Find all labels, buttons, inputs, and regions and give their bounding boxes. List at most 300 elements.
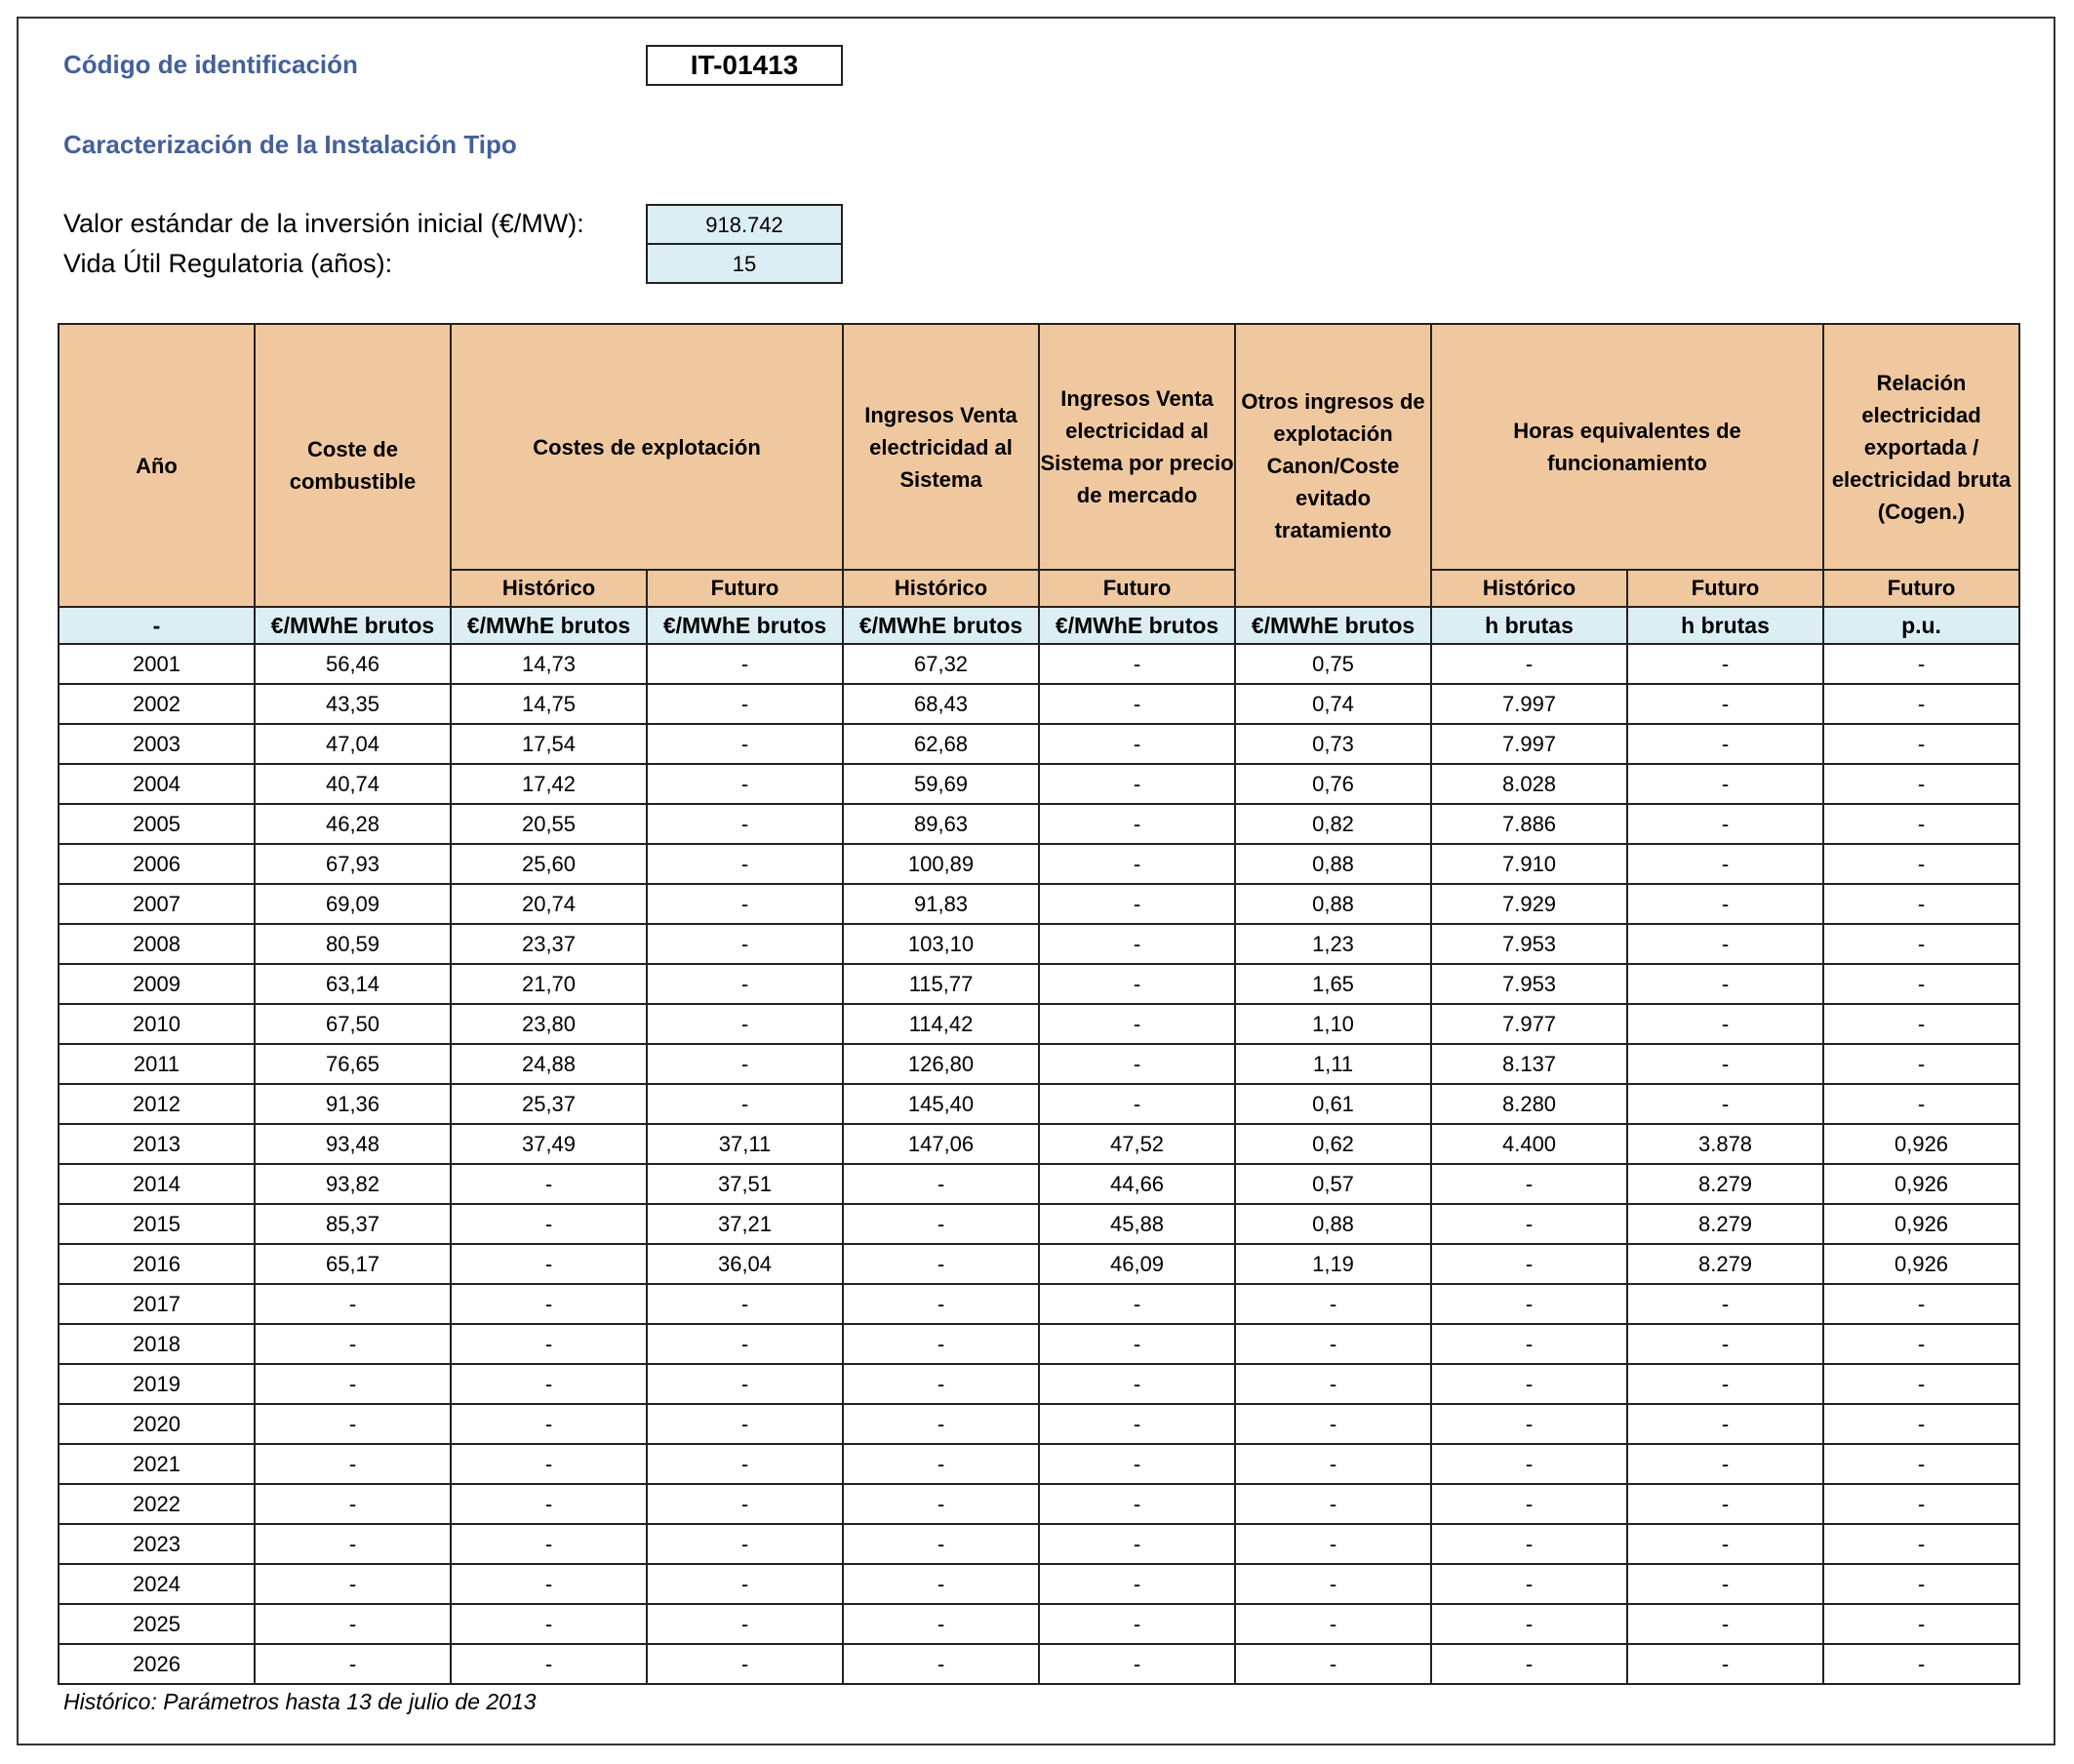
subheader-hours-futuro: Futuro: [1627, 570, 1823, 607]
table-cell: -: [1431, 1444, 1627, 1484]
table-cell: 25,60: [451, 844, 647, 884]
parameters-table: [58, 323, 2020, 1685]
table-cell: -: [1823, 724, 2019, 764]
table-cell: -: [843, 1404, 1039, 1444]
table-cell: -: [1235, 1444, 1431, 1484]
table-cell: 46,09: [1039, 1244, 1235, 1284]
table-body: [59, 607, 2019, 1684]
table-cell: -: [451, 1204, 647, 1244]
table-cell: -: [1431, 1284, 1627, 1324]
table-cell: 62,68: [843, 724, 1039, 764]
table-cell: 14,73: [451, 644, 647, 684]
table-cell: -: [1627, 1284, 1823, 1324]
table-cell: -: [843, 1284, 1039, 1324]
table-cell: 8.137: [1431, 1044, 1627, 1084]
table-cell: 20,74: [451, 884, 647, 924]
table-cell: -: [1823, 964, 2019, 1004]
table-row: [59, 1404, 2019, 1444]
table-cell: -: [1823, 1484, 2019, 1524]
table-row: [59, 684, 2019, 724]
table-cell: -: [1823, 1524, 2019, 1564]
table-cell: 89,63: [843, 804, 1039, 844]
table-cell: -: [843, 1444, 1039, 1484]
table-cell: 65,17: [255, 1244, 451, 1284]
table-cell: -: [451, 1244, 647, 1284]
table-cell: 0,926: [1823, 1244, 2019, 1284]
table-cell: 23,80: [451, 1004, 647, 1044]
table-cell: 114,42: [843, 1004, 1039, 1044]
table-cell: -: [1235, 1404, 1431, 1444]
table-cell: -: [647, 1284, 843, 1324]
table-row: [59, 924, 2019, 964]
table-cell: -: [1235, 1644, 1431, 1684]
table-cell: 93,82: [255, 1164, 451, 1204]
table-cell: -: [647, 884, 843, 924]
table-cell: -: [1627, 1444, 1823, 1484]
year-cell: 2003: [59, 724, 255, 764]
table-cell: -: [1235, 1324, 1431, 1364]
table-cell: -: [1823, 844, 2019, 884]
table-cell: 7.953: [1431, 964, 1627, 1004]
year-cell: 2025: [59, 1604, 255, 1644]
table-cell: -: [1823, 1084, 2019, 1124]
table-cell: 7.910: [1431, 844, 1627, 884]
table-cell: 1,23: [1235, 924, 1431, 964]
table-cell: -: [451, 1284, 647, 1324]
table-cell: 80,59: [255, 924, 451, 964]
table-cell: -: [647, 1444, 843, 1484]
id-value-box: IT-01413: [646, 45, 843, 86]
life-value-box: 15: [646, 243, 843, 284]
table-cell: -: [1627, 644, 1823, 684]
year-cell: 2023: [59, 1524, 255, 1564]
table-cell: 67,50: [255, 1004, 451, 1044]
table-cell: 126,80: [843, 1044, 1039, 1084]
table-cell: -: [1039, 1284, 1235, 1324]
year-cell: 2019: [59, 1364, 255, 1404]
header-sales-market: Ingresos Venta electricidad al Sistema por precio de mercado: [1039, 324, 1235, 570]
table-cell: 17,42: [451, 764, 647, 804]
table-cell: -: [1039, 924, 1235, 964]
table-cell: -: [843, 1484, 1039, 1524]
table-cell: -: [1823, 1444, 2019, 1484]
table-cell: -: [1039, 1524, 1235, 1564]
header-operating-costs: Costes de explotación: [451, 324, 843, 570]
table-cell: -: [255, 1364, 451, 1404]
subheader-opex-futuro: Futuro: [647, 570, 843, 607]
table-cell: -: [255, 1604, 451, 1644]
table-cell: -: [1235, 1604, 1431, 1644]
table-cell: -: [255, 1404, 451, 1444]
table-cell: -: [451, 1404, 647, 1444]
table-cell: -: [1627, 1564, 1823, 1604]
table-cell: -: [647, 1604, 843, 1644]
table-cell: -: [647, 1084, 843, 1124]
table-cell: -: [1431, 1244, 1627, 1284]
year-cell: 2001: [59, 644, 255, 684]
table-cell: -: [1431, 1324, 1627, 1364]
table-cell: 7.953: [1431, 924, 1627, 964]
table-cell: -: [647, 1644, 843, 1684]
year-cell: 2007: [59, 884, 255, 924]
table-cell: -: [1039, 644, 1235, 684]
table-cell: -: [1039, 964, 1235, 1004]
table-cell: -: [1039, 1364, 1235, 1404]
table-cell: -: [1039, 804, 1235, 844]
year-cell: 2009: [59, 964, 255, 1004]
table-cell: 0,76: [1235, 764, 1431, 804]
table-cell: -: [451, 1324, 647, 1364]
table-row: [59, 764, 2019, 804]
table-cell: -: [255, 1444, 451, 1484]
table-cell: 14,75: [451, 684, 647, 724]
year-cell: 2024: [59, 1564, 255, 1604]
table-row: [59, 1564, 2019, 1604]
table-cell: -: [1627, 684, 1823, 724]
table-row: [59, 1644, 2019, 1684]
table-cell: -: [451, 1364, 647, 1404]
table-cell: 46,28: [255, 804, 451, 844]
table-cell: -: [1627, 1404, 1823, 1444]
table-cell: -: [1627, 724, 1823, 764]
table-cell: 0,57: [1235, 1164, 1431, 1204]
table-row: [59, 1484, 2019, 1524]
table-cell: -: [1627, 964, 1823, 1004]
table-cell: -: [451, 1564, 647, 1604]
investment-value-box: 918.742: [646, 204, 843, 245]
table-cell: -: [1823, 764, 2019, 804]
table-cell: -: [1431, 1484, 1627, 1524]
table-cell: 37,51: [647, 1164, 843, 1204]
table-cell: -: [647, 1364, 843, 1404]
footnote: Histórico: Parámetros hasta 13 de julio de 2013: [63, 1689, 537, 1714]
table-cell: -: [1039, 764, 1235, 804]
year-cell: 2022: [59, 1484, 255, 1524]
table-cell: -: [451, 1524, 647, 1564]
investment-label: Valor estándar de la inversión inicial (€/MW):: [63, 209, 584, 238]
table-cell: 0,88: [1235, 844, 1431, 884]
table-cell: 1,10: [1235, 1004, 1431, 1044]
table-cell: -: [1235, 1524, 1431, 1564]
table-cell: 3.878: [1627, 1124, 1823, 1164]
subheader-hours-historico: Histórico: [1431, 570, 1627, 607]
table-cell: 85,37: [255, 1204, 451, 1244]
table-cell: -: [647, 1004, 843, 1044]
table-cell: -: [255, 1284, 451, 1324]
table-cell: 37,11: [647, 1124, 843, 1164]
table-cell: -: [1235, 1284, 1431, 1324]
year-cell: 2014: [59, 1164, 255, 1204]
table-row: [59, 1324, 2019, 1364]
table-cell: -: [1823, 1044, 2019, 1084]
year-cell: 2010: [59, 1004, 255, 1044]
table-cell: -: [1823, 1564, 2019, 1604]
table-cell: -: [1039, 684, 1235, 724]
table-row: [59, 1604, 2019, 1644]
table-cell: 115,77: [843, 964, 1039, 1004]
subheader-opex-historico: Histórico: [451, 570, 647, 607]
table-cell: -: [1823, 1004, 2019, 1044]
unit-cell: €/MWhE brutos: [647, 607, 843, 644]
table-cell: 45,88: [1039, 1204, 1235, 1244]
year-cell: 2002: [59, 684, 255, 724]
table-cell: -: [1823, 644, 2019, 684]
table-cell: -: [1431, 644, 1627, 684]
table-cell: -: [451, 1604, 647, 1644]
table-cell: -: [1627, 1364, 1823, 1404]
table-row: [59, 1004, 2019, 1044]
table-cell: -: [647, 1484, 843, 1524]
table-cell: -: [1823, 924, 2019, 964]
table-cell: -: [255, 1644, 451, 1684]
table-cell: -: [843, 1524, 1039, 1564]
table-cell: 1,19: [1235, 1244, 1431, 1284]
table-cell: -: [1431, 1564, 1627, 1604]
table-cell: 93,48: [255, 1124, 451, 1164]
table-row: [59, 844, 2019, 884]
subheader-sales-historico: Histórico: [843, 570, 1039, 607]
table-cell: 67,93: [255, 844, 451, 884]
year-cell: 2026: [59, 1644, 255, 1684]
table-cell: -: [843, 1364, 1039, 1404]
table-cell: 47,04: [255, 724, 451, 764]
table-cell: -: [1431, 1204, 1627, 1244]
table-row: [59, 1444, 2019, 1484]
table-cell: -: [1823, 684, 2019, 724]
table-cell: -: [1039, 844, 1235, 884]
table-cell: 76,65: [255, 1044, 451, 1084]
table-cell: -: [1235, 1484, 1431, 1524]
table-cell: -: [1039, 1084, 1235, 1124]
table-cell: -: [1039, 1444, 1235, 1484]
table-cell: -: [1823, 884, 2019, 924]
year-cell: 2013: [59, 1124, 255, 1164]
table-cell: 1,11: [1235, 1044, 1431, 1084]
table-cell: -: [843, 1244, 1039, 1284]
table-cell: -: [255, 1524, 451, 1564]
table-cell: 7.997: [1431, 724, 1627, 764]
table-cell: -: [1823, 804, 2019, 844]
table-cell: -: [647, 804, 843, 844]
table-row: [59, 1124, 2019, 1164]
table-cell: -: [843, 1324, 1039, 1364]
table-cell: -: [255, 1324, 451, 1364]
year-cell: 2011: [59, 1044, 255, 1084]
table-cell: -: [647, 844, 843, 884]
table-cell: 68,43: [843, 684, 1039, 724]
table-cell: -: [1627, 924, 1823, 964]
table-cell: -: [1039, 1604, 1235, 1644]
table-cell: -: [1627, 764, 1823, 804]
table-cell: -: [1431, 1364, 1627, 1404]
table-cell: -: [1039, 1484, 1235, 1524]
table-cell: -: [647, 924, 843, 964]
table-cell: -: [1627, 844, 1823, 884]
table-cell: -: [1823, 1324, 2019, 1364]
table-cell: 0,88: [1235, 884, 1431, 924]
table-cell: -: [647, 684, 843, 724]
table-cell: 56,46: [255, 644, 451, 684]
table-cell: -: [1039, 1044, 1235, 1084]
table-row: [59, 724, 2019, 764]
table-cell: -: [451, 1444, 647, 1484]
table-cell: 4.400: [1431, 1124, 1627, 1164]
table-row: [59, 1164, 2019, 1204]
table-cell: 147,06: [843, 1124, 1039, 1164]
table-cell: 7.977: [1431, 1004, 1627, 1044]
year-cell: 2012: [59, 1084, 255, 1124]
table-cell: 0,88: [1235, 1204, 1431, 1244]
table-cell: -: [1431, 1604, 1627, 1644]
table-cell: -: [647, 1524, 843, 1564]
table-cell: 1,65: [1235, 964, 1431, 1004]
table-cell: -: [1627, 1084, 1823, 1124]
table-row: [59, 1084, 2019, 1124]
year-cell: 2020: [59, 1404, 255, 1444]
table-row: [59, 1044, 2019, 1084]
table-row: [59, 1364, 2019, 1404]
table-cell: 8.279: [1627, 1204, 1823, 1244]
table-cell: -: [1039, 1004, 1235, 1044]
unit-cell: €/MWhE brutos: [1235, 607, 1431, 644]
table-cell: -: [1627, 884, 1823, 924]
id-label: Código de identificación: [63, 50, 358, 79]
table-cell: -: [647, 724, 843, 764]
table-cell: 59,69: [843, 764, 1039, 804]
table-cell: 91,36: [255, 1084, 451, 1124]
table-cell: 7.997: [1431, 684, 1627, 724]
unit-cell: €/MWhE brutos: [843, 607, 1039, 644]
table-cell: -: [1823, 1644, 2019, 1684]
table-cell: 91,83: [843, 884, 1039, 924]
table-cell: 0,926: [1823, 1204, 2019, 1244]
table-cell: 8.028: [1431, 764, 1627, 804]
unit-cell: €/MWhE brutos: [1039, 607, 1235, 644]
table-cell: -: [1823, 1604, 2019, 1644]
unit-cell: p.u.: [1823, 607, 2019, 644]
header-other-income: Otros ingresos de explotación Canon/Coste evitado tratamiento: [1235, 324, 1431, 607]
table-cell: -: [451, 1484, 647, 1524]
table-cell: -: [1039, 1644, 1235, 1684]
table-cell: -: [1627, 1524, 1823, 1564]
header-fuel-cost: Coste de combustible: [255, 324, 451, 607]
table-cell: 0,62: [1235, 1124, 1431, 1164]
table-cell: 7.886: [1431, 804, 1627, 844]
table-cell: 47,52: [1039, 1124, 1235, 1164]
subheader-ratio-futuro: Futuro: [1823, 570, 2019, 607]
table-row: [59, 644, 2019, 684]
table-cell: 24,88: [451, 1044, 647, 1084]
year-cell: 2017: [59, 1284, 255, 1324]
table-cell: 8.279: [1627, 1244, 1823, 1284]
unit-cell: h brutas: [1627, 607, 1823, 644]
table-cell: 0,74: [1235, 684, 1431, 724]
table-cell: -: [1823, 1284, 2019, 1324]
table-cell: -: [1431, 1164, 1627, 1204]
table-cell: 63,14: [255, 964, 451, 1004]
table-cell: 25,37: [451, 1084, 647, 1124]
table-row: [59, 964, 2019, 1004]
table-cell: -: [1823, 1364, 2019, 1404]
year-cell: 2016: [59, 1244, 255, 1284]
table-cell: 17,54: [451, 724, 647, 764]
table-cell: -: [843, 1564, 1039, 1604]
table-cell: -: [647, 964, 843, 1004]
table-cell: 69,09: [255, 884, 451, 924]
table-cell: -: [1627, 1604, 1823, 1644]
table-cell: -: [451, 1644, 647, 1684]
table-cell: -: [1627, 1044, 1823, 1084]
table-row: [59, 884, 2019, 924]
table-row: [59, 804, 2019, 844]
table-cell: 21,70: [451, 964, 647, 1004]
table-cell: -: [1627, 1004, 1823, 1044]
table-cell: 145,40: [843, 1084, 1039, 1124]
table-cell: -: [1431, 1404, 1627, 1444]
table-cell: 43,35: [255, 684, 451, 724]
year-cell: 2005: [59, 804, 255, 844]
table-cell: -: [647, 1324, 843, 1364]
subheader-market-futuro: Futuro: [1039, 570, 1235, 607]
unit-cell: €/MWhE brutos: [451, 607, 647, 644]
table-cell: 37,49: [451, 1124, 647, 1164]
table-cell: -: [1039, 1324, 1235, 1364]
table-cell: 8.279: [1627, 1164, 1823, 1204]
table-cell: 0,61: [1235, 1084, 1431, 1124]
table-row: [59, 1284, 2019, 1324]
table-cell: 7.929: [1431, 884, 1627, 924]
table-cell: -: [647, 644, 843, 684]
table-cell: -: [451, 1164, 647, 1204]
table-cell: -: [1627, 804, 1823, 844]
table-cell: -: [647, 1404, 843, 1444]
table-cell: -: [1039, 724, 1235, 764]
table-cell: 0,75: [1235, 644, 1431, 684]
unit-cell: -: [59, 607, 255, 644]
table-cell: -: [647, 1044, 843, 1084]
year-cell: 2021: [59, 1444, 255, 1484]
year-cell: 2018: [59, 1324, 255, 1364]
table-cell: 103,10: [843, 924, 1039, 964]
table-row: [59, 1204, 2019, 1244]
table-cell: -: [255, 1484, 451, 1524]
table-cell: -: [255, 1564, 451, 1604]
table-cell: -: [843, 1644, 1039, 1684]
table-cell: 0,82: [1235, 804, 1431, 844]
year-cell: 2004: [59, 764, 255, 804]
table-cell: 0,926: [1823, 1164, 2019, 1204]
table-cell: -: [843, 1204, 1039, 1244]
table-cell: -: [1039, 884, 1235, 924]
table-cell: 37,21: [647, 1204, 843, 1244]
table-cell: -: [1627, 1644, 1823, 1684]
table-cell: -: [1235, 1564, 1431, 1604]
table-cell: -: [843, 1604, 1039, 1644]
table-cell: -: [1039, 1404, 1235, 1444]
table-cell: -: [1431, 1524, 1627, 1564]
table-cell: 40,74: [255, 764, 451, 804]
units-row: [59, 607, 2019, 644]
table-cell: 44,66: [1039, 1164, 1235, 1204]
header-ratio: Relación electricidad exportada / electricidad bruta (Cogen.): [1823, 324, 2019, 570]
unit-cell: h brutas: [1431, 607, 1627, 644]
life-label: Vida Útil Regulatoria (años):: [63, 249, 393, 278]
section-title: Caracterización de la Instalación Tipo: [63, 130, 517, 159]
table-cell: -: [1235, 1364, 1431, 1404]
table-cell: -: [1823, 1404, 2019, 1444]
table-cell: 8.280: [1431, 1084, 1627, 1124]
table-cell: -: [1627, 1324, 1823, 1364]
